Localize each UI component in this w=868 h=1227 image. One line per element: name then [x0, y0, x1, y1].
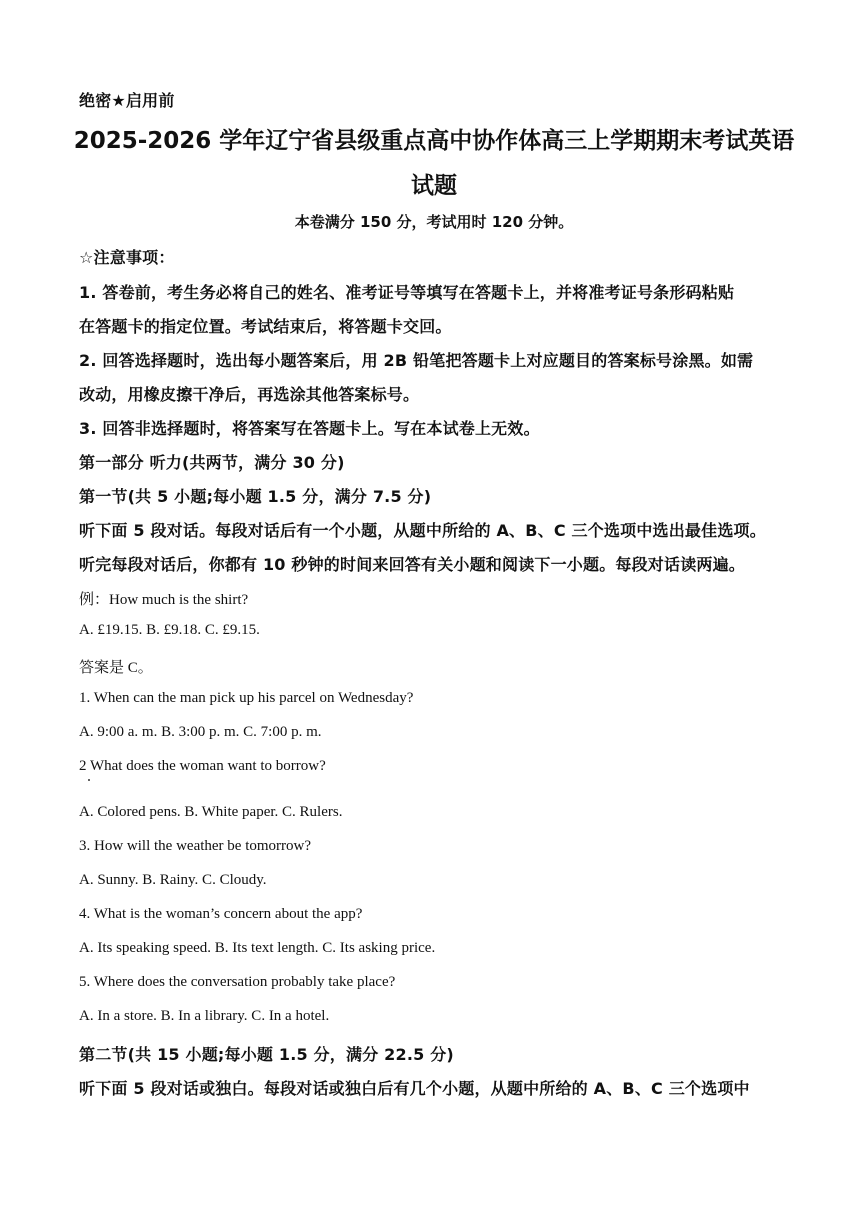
question: 2 What does the woman want to borrow?: [79, 758, 326, 774]
note-line: 在答题卡的指定位置。考试结束后，将答题卡交回。: [79, 317, 452, 336]
question: 5. Where does the conversation probably take place?: [79, 974, 396, 990]
section1-instruction: 听下面 5 段对话。每段对话后有一个小题，从题中所给的 A、B、C 三个选项中选出最佳选项。: [79, 521, 766, 540]
question-options: A. Colored pens. B. White paper. C. Rulers.: [79, 804, 343, 820]
example-answer: 答案是 C。: [79, 660, 153, 676]
question-options: A. Its speaking speed. B. Its text length. C. Its asking price.: [79, 940, 436, 956]
exam-title: 2025-2026 学年辽宁省县级重点高中协作体高三上学期期末考试英语: [73, 128, 795, 154]
note-line: 1. 答卷前，考生务必将自己的姓名、准考证号等填写在答题卡上，并将准考证号条形码粘贴: [79, 283, 735, 302]
section1-heading: 第一节(共 5 小题;每小题 1.5 分，满分 7.5 分): [79, 487, 432, 506]
question: 1. When can the man pick up his parcel on Wednesday?: [79, 690, 414, 706]
section2-instruction: 听下面 5 段对话或独白。每段对话或独白后有几个小题，从题中所给的 A、B、C 三个选项中: [79, 1079, 750, 1098]
section1-instruction: 听完每段对话后，你都有 10 秒钟的时间来回答有关小题和阅读下一小题。每段对话读两遍。: [79, 555, 746, 574]
exam-title-continued: 试题: [411, 173, 457, 199]
question: 3. How will the weather be tomorrow?: [79, 838, 312, 854]
question-options: A. Sunny. B. Rainy. C. Cloudy.: [79, 872, 267, 888]
section2-heading: 第二节(共 15 小题;每小题 1.5 分，满分 22.5 分): [79, 1045, 454, 1064]
note-line: 2. 回答选择题时，选出每小题答案后，用 2B 铅笔把答题卡上对应题目的答案标号涂黑。如需: [79, 351, 754, 370]
note-line: 改动，用橡皮擦干净后，再选涂其他答案标号。: [79, 385, 420, 404]
question-options: A. In a store. B. In a library. C. In a hotel.: [79, 1008, 330, 1024]
secret-label: 绝密★启用前: [79, 91, 175, 110]
question: 4. What is the woman’s concern about the app?: [79, 906, 363, 922]
exam-subtitle: 本卷满分 150 分，考试用时 120 分钟。: [294, 213, 574, 231]
example-question: 例：How much is the shirt?: [79, 592, 249, 608]
example-options: A. £19.15. B. £9.18. C. £9.15.: [79, 622, 260, 638]
note-line: 3. 回答非选择题时，将答案写在答题卡上。写在本试卷上无效。: [79, 419, 540, 438]
question-options: A. 9:00 a. m. B. 3:00 p. m. C. 7:00 p. m.: [79, 724, 322, 740]
part1-heading: 第一部分 听力(共两节，满分 30 分): [79, 453, 345, 472]
notes-heading: ☆注意事项：: [79, 248, 175, 267]
stray-dot: [88, 779, 90, 781]
